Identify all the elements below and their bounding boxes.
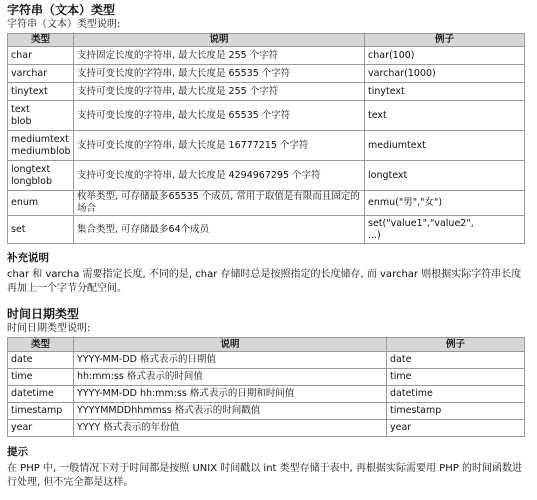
type-cell: mediumtext mediumblob	[8, 131, 74, 161]
example-cell: time	[387, 369, 525, 386]
example-cell: tinytext	[365, 83, 525, 101]
type-cell: tinytext	[8, 83, 74, 101]
header-description: 说明	[74, 338, 387, 352]
table-row	[8, 47, 525, 65]
type-cell: longtext longblob	[8, 161, 74, 191]
type-cell: enum	[8, 191, 74, 216]
type-cell: timestamp	[8, 403, 74, 420]
table-row	[8, 65, 525, 83]
example-cell: set("value1","value2", ...)	[365, 216, 525, 244]
table-row	[8, 131, 525, 161]
example-cell: datetime	[387, 386, 525, 403]
supplement-title: 补充说明	[7, 252, 49, 264]
description-cell: 支持可变长度的字符串, 最大长度是 65535 个字符	[74, 65, 365, 83]
example-cell: char(100)	[365, 47, 525, 65]
string-types-table	[7, 33, 525, 244]
string-section-subtitle: 字符串（文本）类型说明:	[7, 19, 121, 30]
datetime-types-table	[7, 337, 525, 437]
description-cell: YYYY-MM-DD 格式表示的日期值	[74, 352, 387, 369]
description-cell: YYYYMMDDhhmmss 格式表示的时间戳值	[74, 403, 387, 420]
table-row	[8, 101, 525, 131]
table-row	[8, 369, 525, 386]
type-cell: char	[8, 47, 74, 65]
table-row	[8, 420, 525, 437]
description-cell: 支持可变长度的字符串, 最大长度是 4294967295 个字符	[74, 161, 365, 191]
description-cell: hh:mm:ss 格式表示的时间值	[74, 369, 387, 386]
datetime-section-subtitle: 时间日期类型说明:	[7, 323, 91, 334]
example-cell: timestamp	[387, 403, 525, 420]
supplement-text: char 和 varcha 需要指定长度, 不同的是, char 存储时总是按照指定的长度储存, 而 varchar 则根据实际字符串长度再加上一个字节分配空间。	[7, 269, 522, 294]
example-cell: longtext	[365, 161, 525, 191]
table-row	[8, 161, 525, 191]
tip-text: 在 PHP 中, 一般情况下对于时间都是按照 UNIX 时间戳以 int 类型存储于表中, 再根据实际需要用 PHP 的时间函数进行处理, 但不完全都是这样。	[7, 463, 522, 488]
type-cell: set	[8, 216, 74, 244]
example-cell: text	[365, 101, 525, 131]
type-cell: date	[8, 352, 74, 369]
description-cell: YYYY-MM-DD hh:mm:ss 格式表示的日期和时间值	[74, 386, 387, 403]
header-description: 说明	[74, 34, 365, 47]
description-cell: 支持可变长度的字符串, 最大长度是 65535 个字符	[74, 101, 365, 131]
example-cell: year	[387, 420, 525, 437]
description-cell: 支持固定长度的字符串, 最大长度是 255 个字符	[74, 47, 365, 65]
type-cell: text blob	[8, 101, 74, 131]
header-example: 例子	[365, 34, 525, 47]
type-cell: year	[8, 420, 74, 437]
type-cell: varchar	[8, 65, 74, 83]
description-cell: 枚举类型, 可存储最多65535 个成员, 常用于取值是有限而且固定的场合	[74, 191, 365, 216]
type-cell: time	[8, 369, 74, 386]
table-row	[8, 83, 525, 101]
description-cell: 支持可变长度的字符串, 最大长度是 16777215 个字符	[74, 131, 365, 161]
table-row	[8, 403, 525, 420]
description-cell: 集合类型, 可存储最多64个成员	[74, 216, 365, 244]
string-section-title: 字符串（文本）类型	[7, 3, 116, 17]
table-header-row	[8, 34, 525, 47]
type-cell: datetime	[8, 386, 74, 403]
table-header-row	[8, 338, 525, 352]
table-row	[8, 191, 525, 216]
header-type: 类型	[8, 338, 74, 352]
table-row	[8, 352, 525, 369]
table-row	[8, 216, 525, 244]
tip-title: 提示	[7, 446, 28, 458]
example-cell: enmu("男","女")	[365, 191, 525, 216]
description-cell: YYYY 格式表示的年份值	[74, 420, 387, 437]
header-example: 例子	[387, 338, 525, 352]
example-cell: mediumtext	[365, 131, 525, 161]
example-cell: varchar(1000)	[365, 65, 525, 83]
example-cell: date	[387, 352, 525, 369]
datetime-section-title: 时间日期类型	[7, 307, 80, 321]
table-row	[8, 386, 525, 403]
description-cell: 支持可变长度的字符串, 最大长度是 255 个字符	[74, 83, 365, 101]
header-type: 类型	[8, 34, 74, 47]
